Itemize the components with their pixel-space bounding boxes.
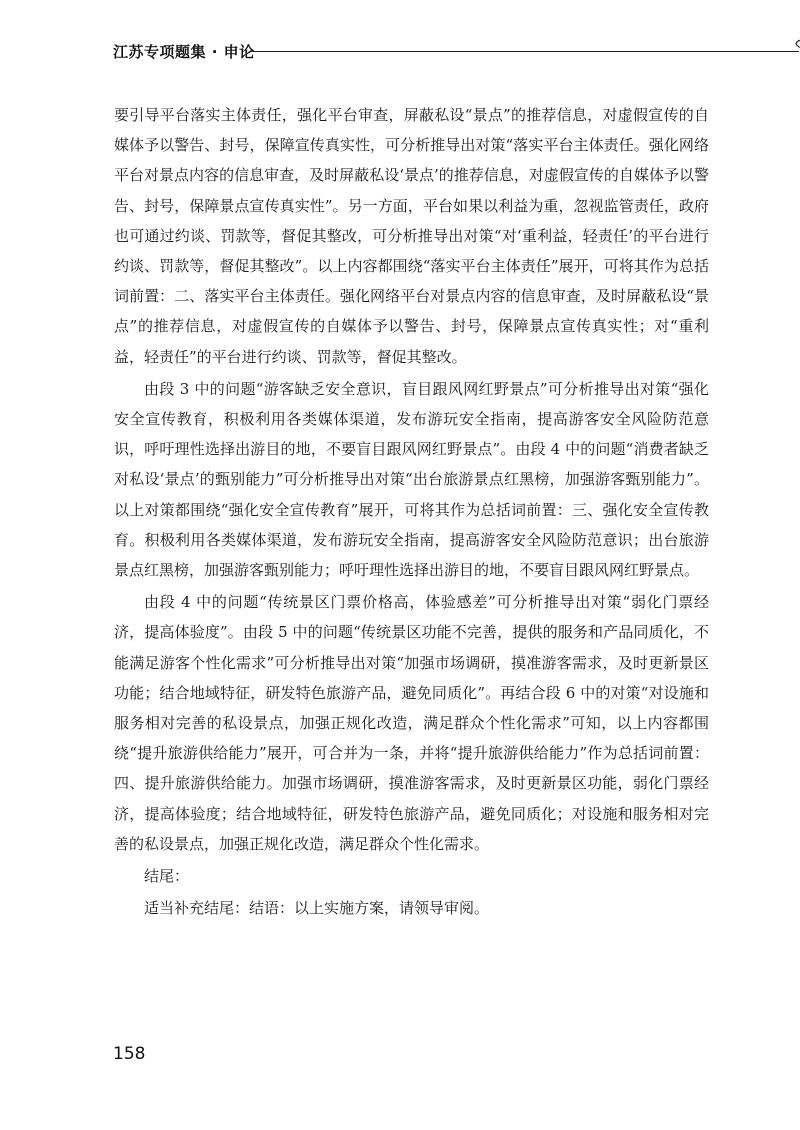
- paragraph: 由段 4 中的问题“传统景区门票价格高，体验感差”可分析推导出对策“弱化门票经济，提高体验度”。由段 5 中的问题“传统景区功能不完善，提供的服务和产品同质化，不能满足游客个性化需求”可分析推导出对策“加强市场调研，摸准游客需求，及时更新景区功能；结合地域特征，研发特色旅游产品，避免同质化”。再结合段 6 中的对策“对设施和服务相对完善的私设景点，加强正规化改造，满足群众个性化需求”可知，以上内容都围绕“提升旅游供给能力”展开，可合并为一条，并将“提升旅游供给能力”作为总括词前置：四、提升旅游供给能力。加强市场调研，摸准游客需求，及时更新景区功能，弱化门票经济，提高体验度；结合地域特征，研发特色旅游产品，避免同质化；对设施和服务相对完善的私设景点，加强正规化改造，满足群众个性化需求。: [114, 593, 709, 853]
- body-text: [114, 100, 709, 923]
- sprout-icon: [795, 34, 800, 62]
- section-label-ending: 结尾：: [144, 867, 190, 886]
- book-title: 江苏专项题集 · 申论: [113, 43, 255, 61]
- header-rule: [251, 51, 799, 52]
- paragraph-continued: 要引导平台落实主体责任，强化平台审查，屏蔽私设“景点”的推荐信息，对虚假宣传的自媒体予以警告、封号，保障宣传真实性，可分析推导出对策“落实平台主体责任。强化网络平台对景点内容的信息审查，及时屏蔽私设‘景点’的推荐信息，对虚假宣传的自媒体予以警告、封号，保障景点宣传真实性”。另一方面，平台如果以利益为重，忽视监管责任，政府也可通过约谈、罚款等，督促其整改，可分析推导出对策“对‘重利益，轻责任’的平台进行约谈、罚款等，督促其整改”。以上内容都围绕“落实平台主体责任”展开，可将其作为总括词前置：二、落实平台主体责任。强化网络平台对景点内容的信息审查，及时屏蔽私设“景点”的推荐信息，对虚假宣传的自媒体予以警告、封号，保障景点宣传真实性；对“重利益，轻责任”的平台进行约谈、罚款等，督促其整改。: [114, 106, 709, 366]
- running-header: [113, 38, 723, 68]
- page-number: 158: [113, 1044, 146, 1064]
- paragraph: 适当补充结尾：结语：以上实施方案，请领导审阅。: [144, 899, 490, 918]
- paragraph: 由段 3 中的问题“游客缺乏安全意识，盲目跟风网红野景点”可分析推导出对策“强化安全宣传教育，积极利用各类媒体渠道，发布游玩安全指南，提高游客安全风险防范意识，呼吁理性选择出游目的地，不要盲目跟风网红野景点”。由段 4 中的问题“消费者缺乏对私设‘景点’的甄别能力”可分析推导出对策“出台旅游景点红黑榜，加强游客甄别能力”。以上对策都围绕“强化安全宣传教育”展开，可将其作为总括词前置：三、强化安全宣传教育。积极利用各类媒体渠道，发布游玩安全指南，提高游客安全风险防范意识；出台旅游景点红黑榜，加强游客甄别能力；呼吁理性选择出游目的地，不要盲目跟风网红野景点。: [114, 379, 709, 580]
